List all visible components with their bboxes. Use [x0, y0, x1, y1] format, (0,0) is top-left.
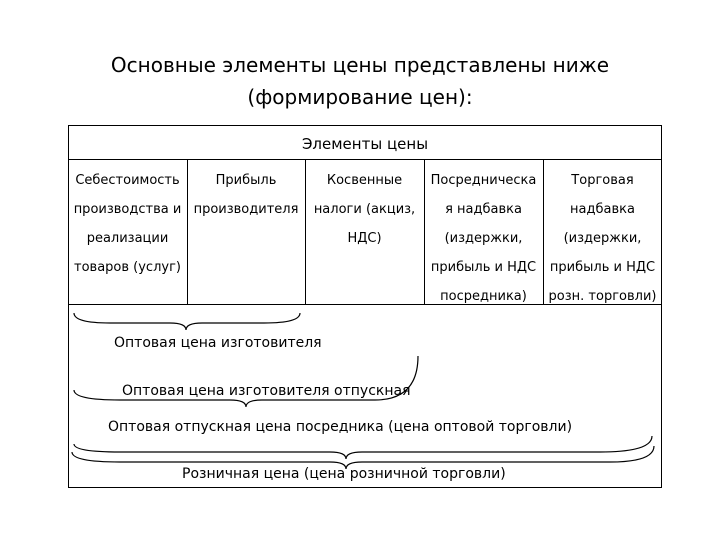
brace-label-wholesale-intermediary: Оптовая отпускная цена посредника (цена оптовой торговли) [108, 419, 573, 435]
cell-line: (издержки, [563, 231, 642, 246]
cell-line: реализации [86, 231, 169, 246]
cell-line: Косвенные [326, 173, 403, 188]
cell-line: розн. торговли) [548, 289, 657, 304]
brace-wholesale-manufacturer [74, 313, 300, 330]
cell-line: Посредническа [430, 173, 537, 188]
cell-line: производства и [73, 202, 182, 217]
cell-line: я надбавка [445, 202, 522, 217]
cell-line: (издержки, [444, 231, 523, 246]
brace-label-wholesale-manufacturer: Оптовая цена изготовителя [114, 335, 322, 351]
table-title: Элементы цены [301, 135, 429, 153]
cell-line: Себестоимость [75, 173, 180, 188]
brace-label-retail: Розничная цена (цена розничной торговли) [182, 466, 506, 482]
cell-line: товаров (услуг) [74, 260, 181, 275]
cell-line: НДС) [347, 231, 382, 246]
brace-wholesale-intermediary [74, 436, 652, 459]
cell-line: налоги (акциз, [313, 202, 416, 217]
cell-line: прибыль и НДС [549, 260, 656, 275]
cell-line: надбавка [570, 202, 635, 217]
cell-line: производителя [193, 202, 299, 217]
cell-line: Торговая [571, 173, 634, 188]
heading-line-1: Основные элементы цены представлены ниже [110, 53, 610, 77]
cell-line: Прибыль [215, 173, 277, 188]
cell-line: посредника) [440, 289, 527, 304]
cell-line: прибыль и НДС [430, 260, 537, 275]
heading-line-2: (формирование цен): [247, 85, 473, 109]
brace-label-wholesale-manufacturer-release: Оптовая цена изготовителя отпускная [122, 383, 411, 399]
